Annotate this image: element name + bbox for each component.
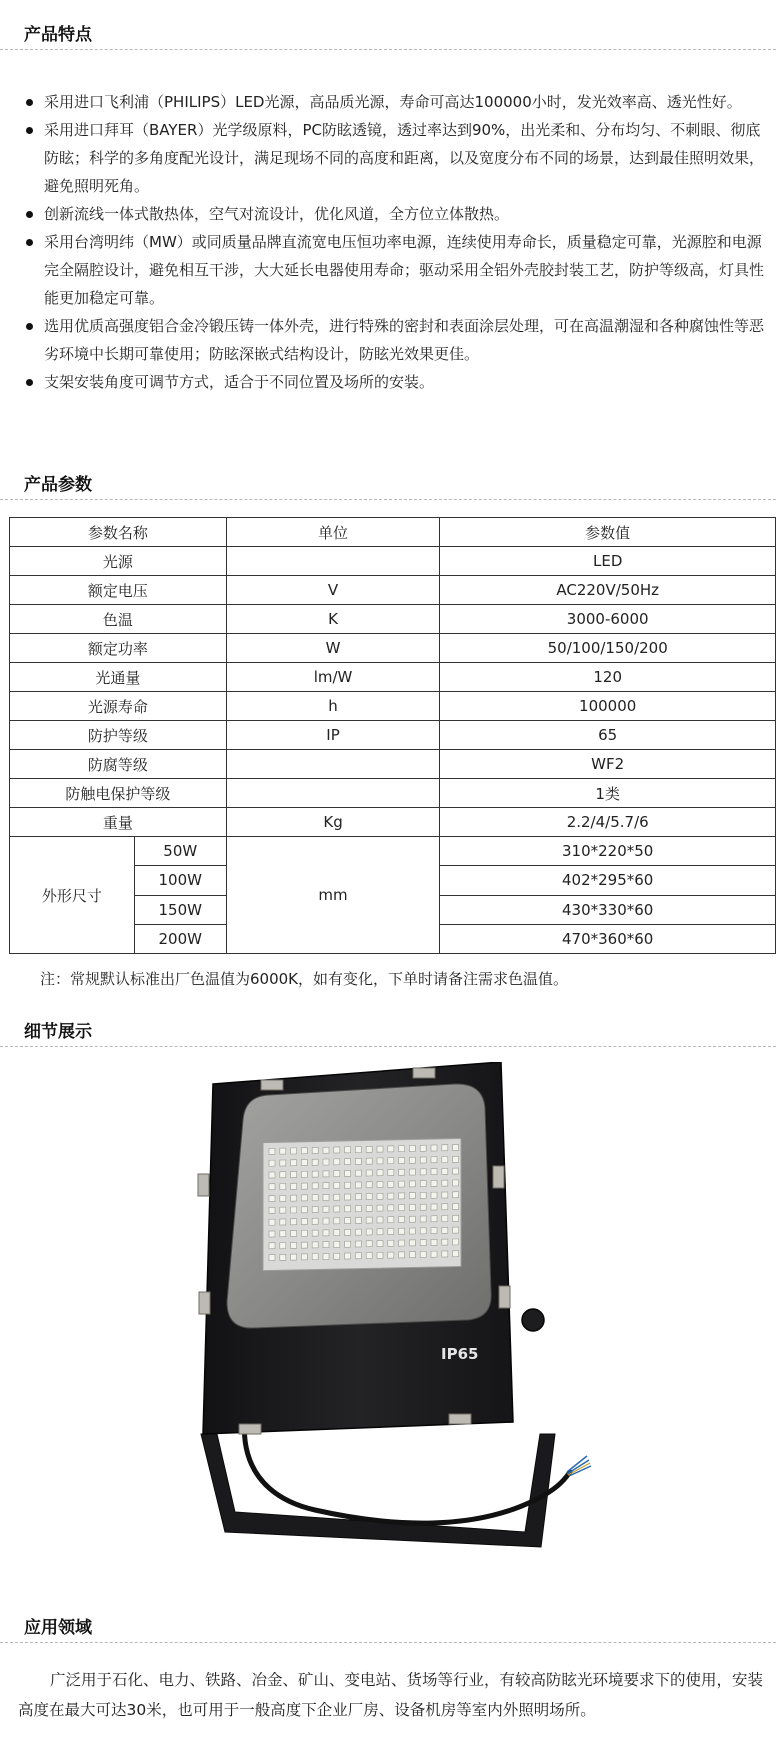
led-chip [366, 1193, 372, 1199]
clip-icon [413, 1068, 435, 1078]
led-chip [291, 1219, 297, 1225]
dimensions-label: 外形尺寸 [10, 837, 135, 954]
led-chip [312, 1147, 318, 1153]
param-name: 光源寿命 [10, 692, 227, 721]
param-name: 额定电压 [10, 576, 227, 605]
led-chip [323, 1206, 329, 1212]
dimensions-unit: mm [226, 837, 440, 954]
led-chip [323, 1242, 329, 1248]
bullet-icon [26, 323, 33, 330]
led-chip [355, 1253, 361, 1259]
param-value: 100000 [440, 692, 776, 721]
led-chip [323, 1194, 329, 1200]
led-chip [431, 1192, 437, 1198]
led-chip [442, 1239, 448, 1245]
led-chip [291, 1207, 297, 1213]
led-chip [442, 1192, 448, 1198]
param-value: 50/100/150/200 [440, 634, 776, 663]
led-chip [323, 1253, 329, 1259]
application-section-header [0, 1608, 776, 1643]
led-chip [388, 1169, 394, 1175]
led-chip [420, 1204, 426, 1210]
led-chip [442, 1251, 448, 1257]
led-chip [269, 1148, 275, 1154]
led-chip [334, 1182, 340, 1188]
led-chip [345, 1170, 351, 1176]
led-chip [280, 1160, 286, 1166]
led-chip [442, 1227, 448, 1233]
features-list [0, 88, 776, 396]
floodlight-product-image [195, 1062, 595, 1592]
led-chip [301, 1218, 307, 1224]
led-chip [291, 1171, 297, 1177]
param-note: 注：常规默认标准出厂色温值为6000K，如有变化，下单时请备注需求色温值。 [40, 970, 569, 988]
table-row [10, 808, 776, 837]
led-chip [377, 1205, 383, 1211]
led-chip [345, 1218, 351, 1224]
led-chip [269, 1196, 275, 1202]
led-chip [301, 1230, 307, 1236]
led-chip [312, 1218, 318, 1224]
feature-item [0, 312, 776, 368]
led-chip [409, 1157, 415, 1163]
led-chip [312, 1230, 318, 1236]
led-chip [366, 1182, 372, 1188]
led-chip [312, 1206, 318, 1212]
param-unit: K [226, 605, 440, 634]
param-unit [226, 750, 440, 779]
param-value: 120 [440, 663, 776, 692]
led-chip [377, 1252, 383, 1258]
led-chip [291, 1148, 297, 1154]
dimension-power: 150W [134, 895, 226, 924]
led-chip [377, 1193, 383, 1199]
param-name: 防护等级 [10, 721, 227, 750]
application-section-title: 应用领域 [24, 1618, 92, 1638]
led-chip [269, 1231, 275, 1237]
details-section-header [0, 1012, 776, 1047]
led-chip [269, 1184, 275, 1190]
led-chip [334, 1253, 340, 1259]
led-chip [420, 1251, 426, 1257]
led-chip [453, 1168, 459, 1174]
feature-item [0, 116, 776, 200]
led-chip [399, 1193, 405, 1199]
feature-item [0, 88, 776, 116]
led-chip [280, 1172, 286, 1178]
led-chip [399, 1146, 405, 1152]
led-chip [399, 1228, 405, 1234]
led-chip [453, 1203, 459, 1209]
led-chip [388, 1217, 394, 1223]
feature-item [0, 228, 776, 312]
led-chip [420, 1145, 426, 1151]
table-row [10, 721, 776, 750]
clip-icon [239, 1424, 261, 1434]
clip-icon [449, 1414, 471, 1424]
led-chip [334, 1171, 340, 1177]
led-chip [323, 1171, 329, 1177]
led-chip [323, 1147, 329, 1153]
led-chip [334, 1241, 340, 1247]
param-unit: lm/W [226, 663, 440, 692]
led-chip [409, 1216, 415, 1222]
feature-text: 选用优质高强度铝合金冷锻压铸一体外壳，进行特殊的密封和表面涂层处理，可在高温潮湿和各种腐蚀性等恶劣环境中长期可靠使用；防眩深嵌式结构设计，防眩光效果更佳。 [44, 317, 765, 363]
led-chip [377, 1229, 383, 1235]
led-chip [301, 1183, 307, 1189]
features-section-header [0, 15, 776, 50]
bullet-icon [26, 211, 33, 218]
led-chip [388, 1205, 394, 1211]
led-chip [453, 1227, 459, 1233]
led-chip [399, 1205, 405, 1211]
table-row [10, 779, 776, 808]
led-chip [301, 1159, 307, 1165]
feature-text: 支架安装角度可调节方式，适合于不同位置及场所的安装。 [44, 373, 435, 391]
led-chip [366, 1229, 372, 1235]
led-chip [431, 1145, 437, 1151]
led-chip [442, 1204, 448, 1210]
param-name: 光通量 [10, 663, 227, 692]
table-row [10, 663, 776, 692]
led-chip [399, 1240, 405, 1246]
led-chip [431, 1157, 437, 1163]
led-chip [366, 1252, 372, 1258]
led-chip [388, 1228, 394, 1234]
led-chip [431, 1239, 437, 1245]
table-row [10, 692, 776, 721]
led-chip [323, 1183, 329, 1189]
dimension-power: 50W [134, 837, 226, 866]
dimension-power: 200W [134, 924, 226, 953]
header-param-name: 参数名称 [10, 518, 227, 547]
feature-text: 创新流线一体式散热体，空气对流设计，优化风道，全方位立体散热。 [44, 205, 510, 223]
led-chip [345, 1147, 351, 1153]
led-chip [409, 1240, 415, 1246]
param-unit: h [226, 692, 440, 721]
led-chip [388, 1146, 394, 1152]
led-chip [301, 1195, 307, 1201]
led-chip [301, 1254, 307, 1260]
led-chip [301, 1242, 307, 1248]
clip-icon [493, 1166, 504, 1188]
led-chip [280, 1219, 286, 1225]
param-name: 额定功率 [10, 634, 227, 663]
table-header-row [10, 518, 776, 547]
led-chip [269, 1172, 275, 1178]
led-chip [280, 1148, 286, 1154]
led-chip [280, 1254, 286, 1260]
led-chip [420, 1192, 426, 1198]
param-value: 2.2/4/5.7/6 [440, 808, 776, 837]
led-chip [420, 1216, 426, 1222]
led-chip [291, 1160, 297, 1166]
led-chip [312, 1171, 318, 1177]
led-chip [269, 1243, 275, 1249]
led-chip [355, 1206, 361, 1212]
led-chip [345, 1206, 351, 1212]
led-chip [442, 1180, 448, 1186]
param-value: 1类 [440, 779, 776, 808]
led-chip [366, 1241, 372, 1247]
param-value: 65 [440, 721, 776, 750]
led-chip [355, 1147, 361, 1153]
led-chip [269, 1160, 275, 1166]
led-chip [453, 1215, 459, 1221]
led-chip [420, 1169, 426, 1175]
led-chip [312, 1242, 318, 1248]
led-chip [431, 1204, 437, 1210]
led-chip [345, 1194, 351, 1200]
led-chip [399, 1181, 405, 1187]
led-chip [377, 1217, 383, 1223]
param-value: LED [440, 547, 776, 576]
led-chip [355, 1229, 361, 1235]
dimension-size: 430*330*60 [440, 895, 776, 924]
param-unit [226, 547, 440, 576]
led-chip [345, 1159, 351, 1165]
led-chip [366, 1146, 372, 1152]
led-chip [453, 1192, 459, 1198]
led-chip [291, 1254, 297, 1260]
led-chip [388, 1158, 394, 1164]
led-chip [334, 1147, 340, 1153]
led-chip [453, 1251, 459, 1257]
dimension-size: 310*220*50 [440, 837, 776, 866]
led-chip [355, 1158, 361, 1164]
bullet-icon [26, 239, 33, 246]
led-chip [409, 1193, 415, 1199]
param-name: 重量 [10, 808, 227, 837]
feature-text: 采用进口拜耳（BAYER）光学级原料，PC防眩透镜，透过率达到90%，出光柔和、分布均匀、不刺眼、彻底防眩；科学的多角度配光设计，满足现场不同的高度和距离，以及宽度分布不同的场景，达到最佳照明效果，避免照明死角。 [44, 121, 765, 195]
led-chip [355, 1241, 361, 1247]
bullet-icon [26, 99, 33, 106]
led-chip [442, 1168, 448, 1174]
led-chip [323, 1218, 329, 1224]
led-chip [388, 1252, 394, 1258]
led-chip [453, 1144, 459, 1150]
features-section-title: 产品特点 [24, 25, 92, 45]
led-chip [280, 1207, 286, 1213]
led-chip [366, 1217, 372, 1223]
led-chip [431, 1180, 437, 1186]
application-text: 广泛用于石化、电力、铁路、冶金、矿山、变电站、货场等行业，有较高防眩光环境要求下的使用，安装高度在最大可达30米，也可用于一般高度下企业厂房、设备机房等室内外照明场所。 [18, 1671, 764, 1719]
led-chip [409, 1181, 415, 1187]
dimension-size: 470*360*60 [440, 924, 776, 953]
led-chip [291, 1195, 297, 1201]
ip65-badge: IP65 [441, 1345, 479, 1363]
clip-icon [499, 1286, 510, 1308]
param-unit: Kg [226, 808, 440, 837]
header-value: 参数值 [440, 518, 776, 547]
table-row [10, 576, 776, 605]
details-section-title: 细节展示 [24, 1022, 92, 1042]
led-chip [409, 1228, 415, 1234]
led-chip [377, 1170, 383, 1176]
table-row [10, 605, 776, 634]
param-value: 3000-6000 [440, 605, 776, 634]
led-chip [355, 1194, 361, 1200]
led-chip [323, 1230, 329, 1236]
led-chip [453, 1180, 459, 1186]
led-chip [355, 1182, 361, 1188]
feature-text: 采用台湾明纬（MW）或同质量品牌直流宽电压恒功率电源，连续使用寿命长，质量稳定可靠，光源腔和电源完全隔腔设计，避免相互干涉，大大延长电器使用寿命；驱动采用全铝外壳胶封装工艺，防护等级高，灯具性能更加稳定可靠。 [44, 233, 765, 307]
dimension-size: 402*295*60 [440, 866, 776, 895]
table-row [10, 634, 776, 663]
led-chip [269, 1255, 275, 1261]
led-chip [334, 1194, 340, 1200]
param-value: AC220V/50Hz [440, 576, 776, 605]
led-chip [345, 1229, 351, 1235]
params-table [9, 517, 776, 954]
led-chip [431, 1251, 437, 1257]
bullet-icon [26, 379, 33, 386]
param-name: 色温 [10, 605, 227, 634]
led-chip [399, 1252, 405, 1258]
led-chip [409, 1204, 415, 1210]
led-chip [334, 1230, 340, 1236]
led-chip [388, 1181, 394, 1187]
led-chip [442, 1216, 448, 1222]
led-chip [431, 1216, 437, 1222]
led-chip [355, 1170, 361, 1176]
param-name: 防腐等级 [10, 750, 227, 779]
led-chip [388, 1193, 394, 1199]
led-chip [399, 1157, 405, 1163]
param-value: WF2 [440, 750, 776, 779]
feature-item [0, 200, 776, 228]
led-chip [388, 1240, 394, 1246]
led-chip [345, 1182, 351, 1188]
led-chip [301, 1171, 307, 1177]
led-chip [334, 1159, 340, 1165]
led-chip [312, 1159, 318, 1165]
led-chip [431, 1228, 437, 1234]
param-unit: IP [226, 721, 440, 750]
led-chip [366, 1205, 372, 1211]
header-unit: 单位 [226, 518, 440, 547]
led-chip [366, 1158, 372, 1164]
led-chip [442, 1157, 448, 1163]
param-unit: V [226, 576, 440, 605]
clip-icon [199, 1292, 210, 1314]
led-chip [409, 1169, 415, 1175]
feature-text: 采用进口飞利浦（PHILIPS）LED光源，高品质光源，寿命可高达100000小时，发光效率高、透光性好。 [44, 93, 742, 111]
led-chip [312, 1254, 318, 1260]
led-chip [377, 1146, 383, 1152]
led-chip [301, 1207, 307, 1213]
led-chip [291, 1183, 297, 1189]
param-name: 光源 [10, 547, 227, 576]
table-row-dimensions [10, 837, 776, 866]
led-chip [420, 1157, 426, 1163]
led-chip [312, 1183, 318, 1189]
led-chip [334, 1206, 340, 1212]
led-chip [334, 1218, 340, 1224]
led-chip [420, 1181, 426, 1187]
led-chip [280, 1231, 286, 1237]
led-chip [377, 1158, 383, 1164]
led-chip [345, 1241, 351, 1247]
led-chip [366, 1170, 372, 1176]
led-chip [291, 1230, 297, 1236]
led-chip [355, 1217, 361, 1223]
led-chip [291, 1242, 297, 1248]
led-chip [301, 1148, 307, 1154]
led-chip [377, 1240, 383, 1246]
led-chip [453, 1239, 459, 1245]
dimension-power: 100W [134, 866, 226, 895]
led-chip [409, 1252, 415, 1258]
params-section-header [0, 465, 776, 500]
param-unit [226, 779, 440, 808]
led-chip [453, 1156, 459, 1162]
led-chip [420, 1228, 426, 1234]
clip-icon [261, 1080, 283, 1090]
led-chip [269, 1207, 275, 1213]
params-section-title: 产品参数 [24, 475, 92, 495]
table-row [10, 750, 776, 779]
bracket-icon [201, 1434, 555, 1547]
led-chip [399, 1169, 405, 1175]
led-chip [280, 1195, 286, 1201]
led-chip [345, 1253, 351, 1259]
bracket-knob-icon [522, 1309, 544, 1331]
clip-icon [198, 1174, 209, 1196]
led-chip [431, 1169, 437, 1175]
led-chip [409, 1145, 415, 1151]
led-chip [420, 1240, 426, 1246]
led-chip [399, 1216, 405, 1222]
led-chip [312, 1195, 318, 1201]
led-chip [323, 1159, 329, 1165]
param-unit: W [226, 634, 440, 663]
led-chip [377, 1181, 383, 1187]
led-chip [269, 1219, 275, 1225]
param-name: 防触电保护等级 [10, 779, 227, 808]
led-chip [442, 1145, 448, 1151]
table-row [10, 547, 776, 576]
bullet-icon [26, 127, 33, 134]
led-chip [280, 1242, 286, 1248]
led-chip [280, 1183, 286, 1189]
feature-item [0, 368, 776, 396]
